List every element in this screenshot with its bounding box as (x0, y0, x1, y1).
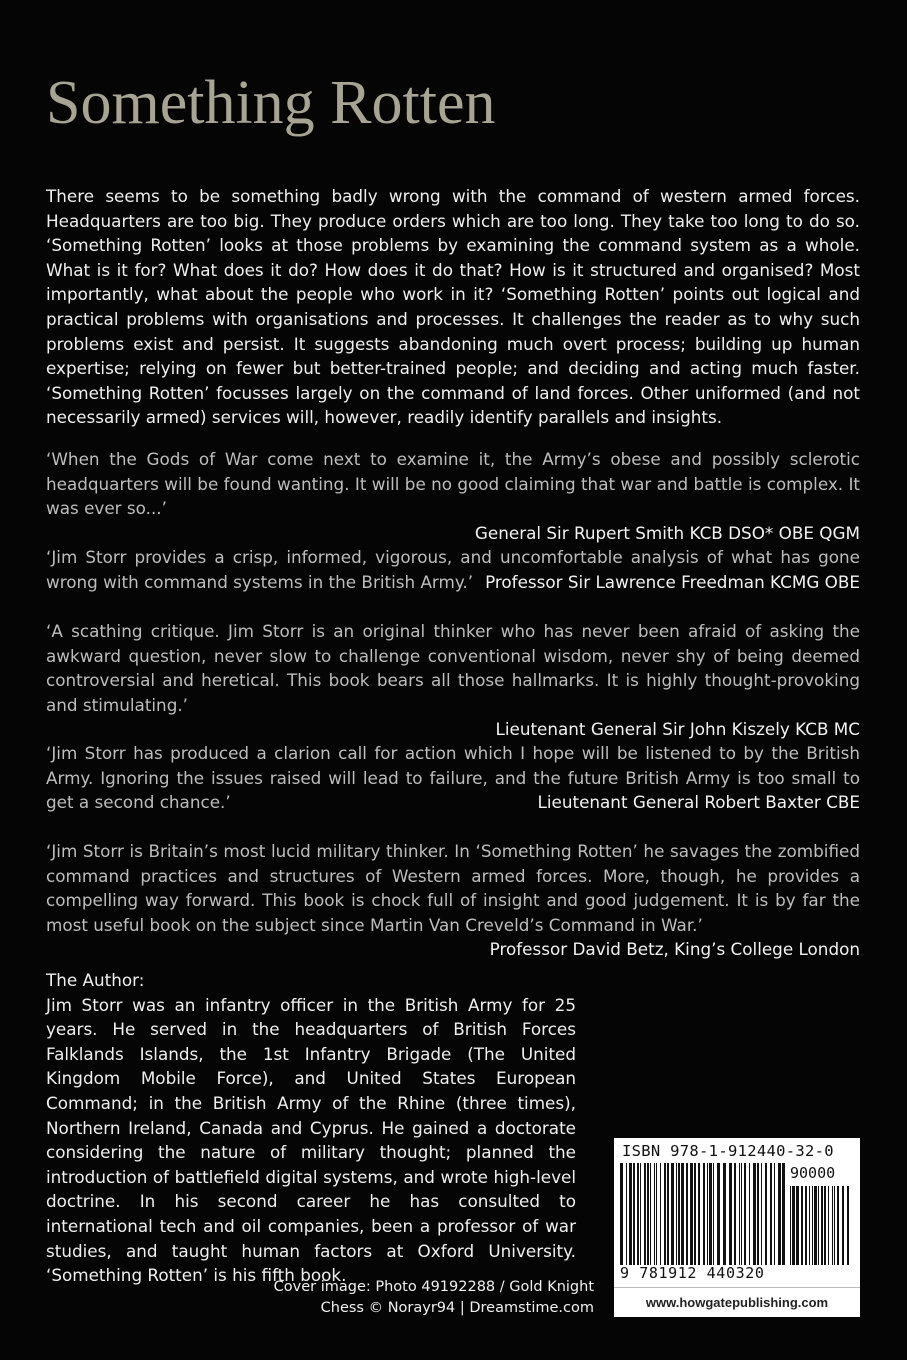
publisher-url: www.howgatepublishing.com (645, 1295, 829, 1310)
author-bio: Jim Storr was an infantry officer in the British Army for 25 years. He served in the headquarters of British Forces Falklands Islands, the 1st Infantry Brigade (The United Kingdom Mobile Force), and United States European Command; in the British Army of the Rhine (three times), Northern Ireland, Canada and Cyprus. He gained a doctorate considering the nature of military thought; planned the introduction of battlefield digital systems, and wrote high-level doctrine. In his second career he has consulted to international tech and oil companies, been a professor of war studies, and taught human factors at Oxford University. ‘Something Rotten’ is his fifth book. (46, 994, 576, 1286)
isbn-barcode-panel (614, 1138, 860, 1317)
book-blurb: There seems to be something badly wrong with the command of western armed forces. Headquarters are too big. They produce orders which are too long. They take too long to do so. ‘Something Rotten’ looks at those problems by examining the command system as a whole. What is it for? What does it do? How does it do that? How is it structured and organised? Most importantly, what about the people who work in it? ‘Something Rotten’ points out logical and practical problems with organisations and processes. It challenges the reader as to why such problems exist and persist. It suggests abandoning much overt process; building up human expertise; relying on fewer but better-trained people; and deciding and acting much faster. ‘Something Rotten’ focusses largely on the command of land forces. Other uniformed (and not necessarily armed) services will, however, readily identify parallels and insights. (46, 186, 860, 428)
review-quote (46, 447, 860, 545)
review-quote-attribution: General Sir Rupert Smith KCB DSO* OBE QGM (474, 522, 860, 543)
review-quote-text (46, 545, 860, 594)
author-section (46, 968, 576, 1288)
review-quote (46, 545, 860, 594)
author-heading: The Author: (46, 970, 145, 990)
review-quote-attribution: Professor David Betz, King’s College London (489, 939, 860, 960)
review-quote-text: ‘Jim Storr is Britain’s most lucid military thinker. In ‘Something Rotten’ he savages the zombified command practices and structures of Western armed forces. More, though, he provides a compelling way forward. This book is chock full of insight and good judgement. It is by far the most useful book on the subject since Martin Van Creveld’s Command in War.’ (46, 841, 860, 935)
barcode-digits: 9 781912 440320 (620, 1264, 765, 1282)
isbn-label: ISBN 978-1-912440-32-0 (622, 1142, 834, 1160)
review-quote-attribution: Lieutenant General Sir John Kiszely KCB MC (495, 719, 860, 740)
review-quote-text: ‘A scathing critique. Jim Storr is an original thinker who has never been afraid of asking the awkward question, never slow to challenge conventional wisdom, never shy of being deemed controversial and heretical. This book bears all those hallmarks. It is highly thought-provoking and stimulating.’ (46, 621, 860, 715)
credit-line-1: Cover image: Photo 49192288 / Gold Knight (273, 1279, 594, 1295)
review-quote (46, 839, 860, 962)
review-quote-text: ‘When the Gods of War come next to examine it, the Army’s obese and possibly sclerotic headquarters will be found wanting. It will be no good claiming that war and battle is complex. It was ever so...’ (46, 449, 861, 519)
book-title: Something Rotten (46, 69, 496, 137)
review-quote-attribution: Professor Sir Lawrence Freedman KCMG OBE (485, 571, 860, 592)
review-quote (46, 619, 860, 742)
barcode-addon-icon (790, 1186, 852, 1265)
cover-image-credit (252, 1277, 594, 1319)
review-quote-text (46, 741, 860, 815)
review-quote-attribution: Lieutenant General Robert Baxter CBE (537, 792, 860, 813)
barcode-main-icon (620, 1163, 786, 1265)
barcode-addon-digits: 90000 (790, 1164, 836, 1182)
review-quote (46, 741, 860, 815)
credit-line-2: Chess © Norayr94 | Dreamstime.com (320, 1300, 594, 1316)
review-quote-body: ‘Jim Storr provides a crisp, informed, vigorous, and uncomfortable analysis of what has gone wrong with command systems in the British Army.’ (46, 547, 860, 592)
review-quote-body: ‘Jim Storr has produced a clarion call for action which I hope will be listened to by the British Army. Ignoring the issues raised will lead to failure, and the future British Army is too small to get a second chance.’ (46, 743, 860, 813)
publisher-strip (614, 1287, 860, 1318)
